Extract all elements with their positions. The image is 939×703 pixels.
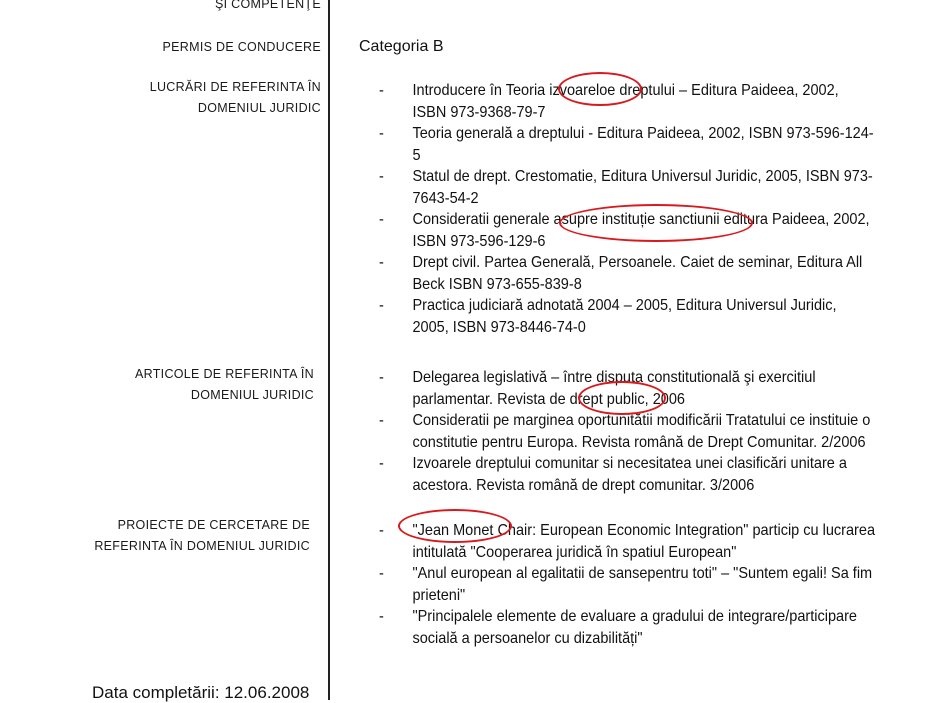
articole-list xyxy=(379,367,877,496)
bullet-dash: - xyxy=(379,211,384,228)
section-label-line: ARTICOLE DE REFERINTA ÎN xyxy=(135,367,314,381)
lucrari-list xyxy=(379,80,877,338)
list-item: - Izvoarele dreptului comunitar si necesitatea unei clasificări unitare a acestora. Revista română de drept comunitar. 3/2006 xyxy=(379,455,847,494)
section-label-line: DOMENIUL JURIDIC xyxy=(190,388,314,402)
list-item: - Consideratii pe marginea oportunitătii modificării Tratatului ce instituie o constitutie pentru Europa. Revista română de Drept Comunitar. 2/2006 xyxy=(379,412,871,451)
bullet-dash: - xyxy=(379,455,384,472)
section-label-line: PROIECTE DE CERCETARE DE xyxy=(117,518,310,532)
bullet-dash: - xyxy=(379,125,384,142)
section-label-articole xyxy=(135,364,314,406)
list-item: - Introducere în Teoria izvoareloe dreptului – Editura Paideea, 2002, ISBN 973-9368-79-7 xyxy=(379,82,839,121)
bullet-dash: - xyxy=(379,254,384,271)
section-label-permis: PERMIS DE CONDUCERE xyxy=(162,40,321,54)
permis-value: Categoria B xyxy=(359,38,444,55)
bullet-dash: - xyxy=(379,168,384,185)
section-label-lucrari xyxy=(150,77,321,119)
bullet-dash: - xyxy=(379,522,384,539)
list-item: - "Principalele elemente de evaluare a gradului de integrare/participare socială a persoanelor cu dizabilități" xyxy=(379,608,858,647)
column-divider-line xyxy=(328,0,330,700)
section-label-line: DOMENIUL JURIDIC xyxy=(197,101,321,115)
list-item: - Teoria generală a dreptului - Editura Paideea, 2002, ISBN 973-596-124-5 xyxy=(379,125,874,164)
section-label-competente: ŞI COMPETENŢE xyxy=(215,0,321,11)
bullet-dash: - xyxy=(379,565,384,582)
bullet-dash: - xyxy=(379,297,384,314)
list-item: - Consideratii generale asupre instituție sanctiunii editura Paideea, 2002, ISBN 973-596-129-6 xyxy=(379,211,870,250)
list-item: - Delegarea legislativă – între disputa constitutională şi exercitiul parlamentar. Revista de drept public, 2006 xyxy=(379,369,816,408)
section-label-line: REFERINTA ÎN DOMENIUL JURIDIC xyxy=(94,539,310,553)
bullet-dash: - xyxy=(379,369,384,386)
list-item: - "Jean Monet Chair: European Economic Integration" particip cu lucrarea intitulată "Cooperarea juridică în spatiul European" xyxy=(379,522,876,561)
list-item: - Practica judiciară adnotată 2004 – 2005, Editura Universul Juridic, 2005, ISBN 973-8446-74-0 xyxy=(379,297,837,336)
section-label-line: LUCRĂRI DE REFERINTA ÎN xyxy=(149,80,321,94)
section-label-proiecte xyxy=(94,515,310,557)
bullet-dash: - xyxy=(379,82,384,99)
bullet-dash: - xyxy=(379,608,384,625)
list-item: - Statul de drept. Crestomatie, Editura Universul Juridic, 2005, ISBN 973-7643-54-2 xyxy=(379,168,873,207)
completion-date: Data completării: 12.06.2008 xyxy=(92,683,310,702)
list-item: - "Anul european al egalitatii de sansepentru toti" – "Suntem egali! Sa fim prieteni" xyxy=(379,565,873,604)
list-item: - Drept civil. Partea Generală, Persoanele. Caiet de seminar, Editura All Beck ISBN 973-655-839-8 xyxy=(379,254,863,293)
bullet-dash: - xyxy=(379,412,384,429)
proiecte-list xyxy=(379,520,877,649)
